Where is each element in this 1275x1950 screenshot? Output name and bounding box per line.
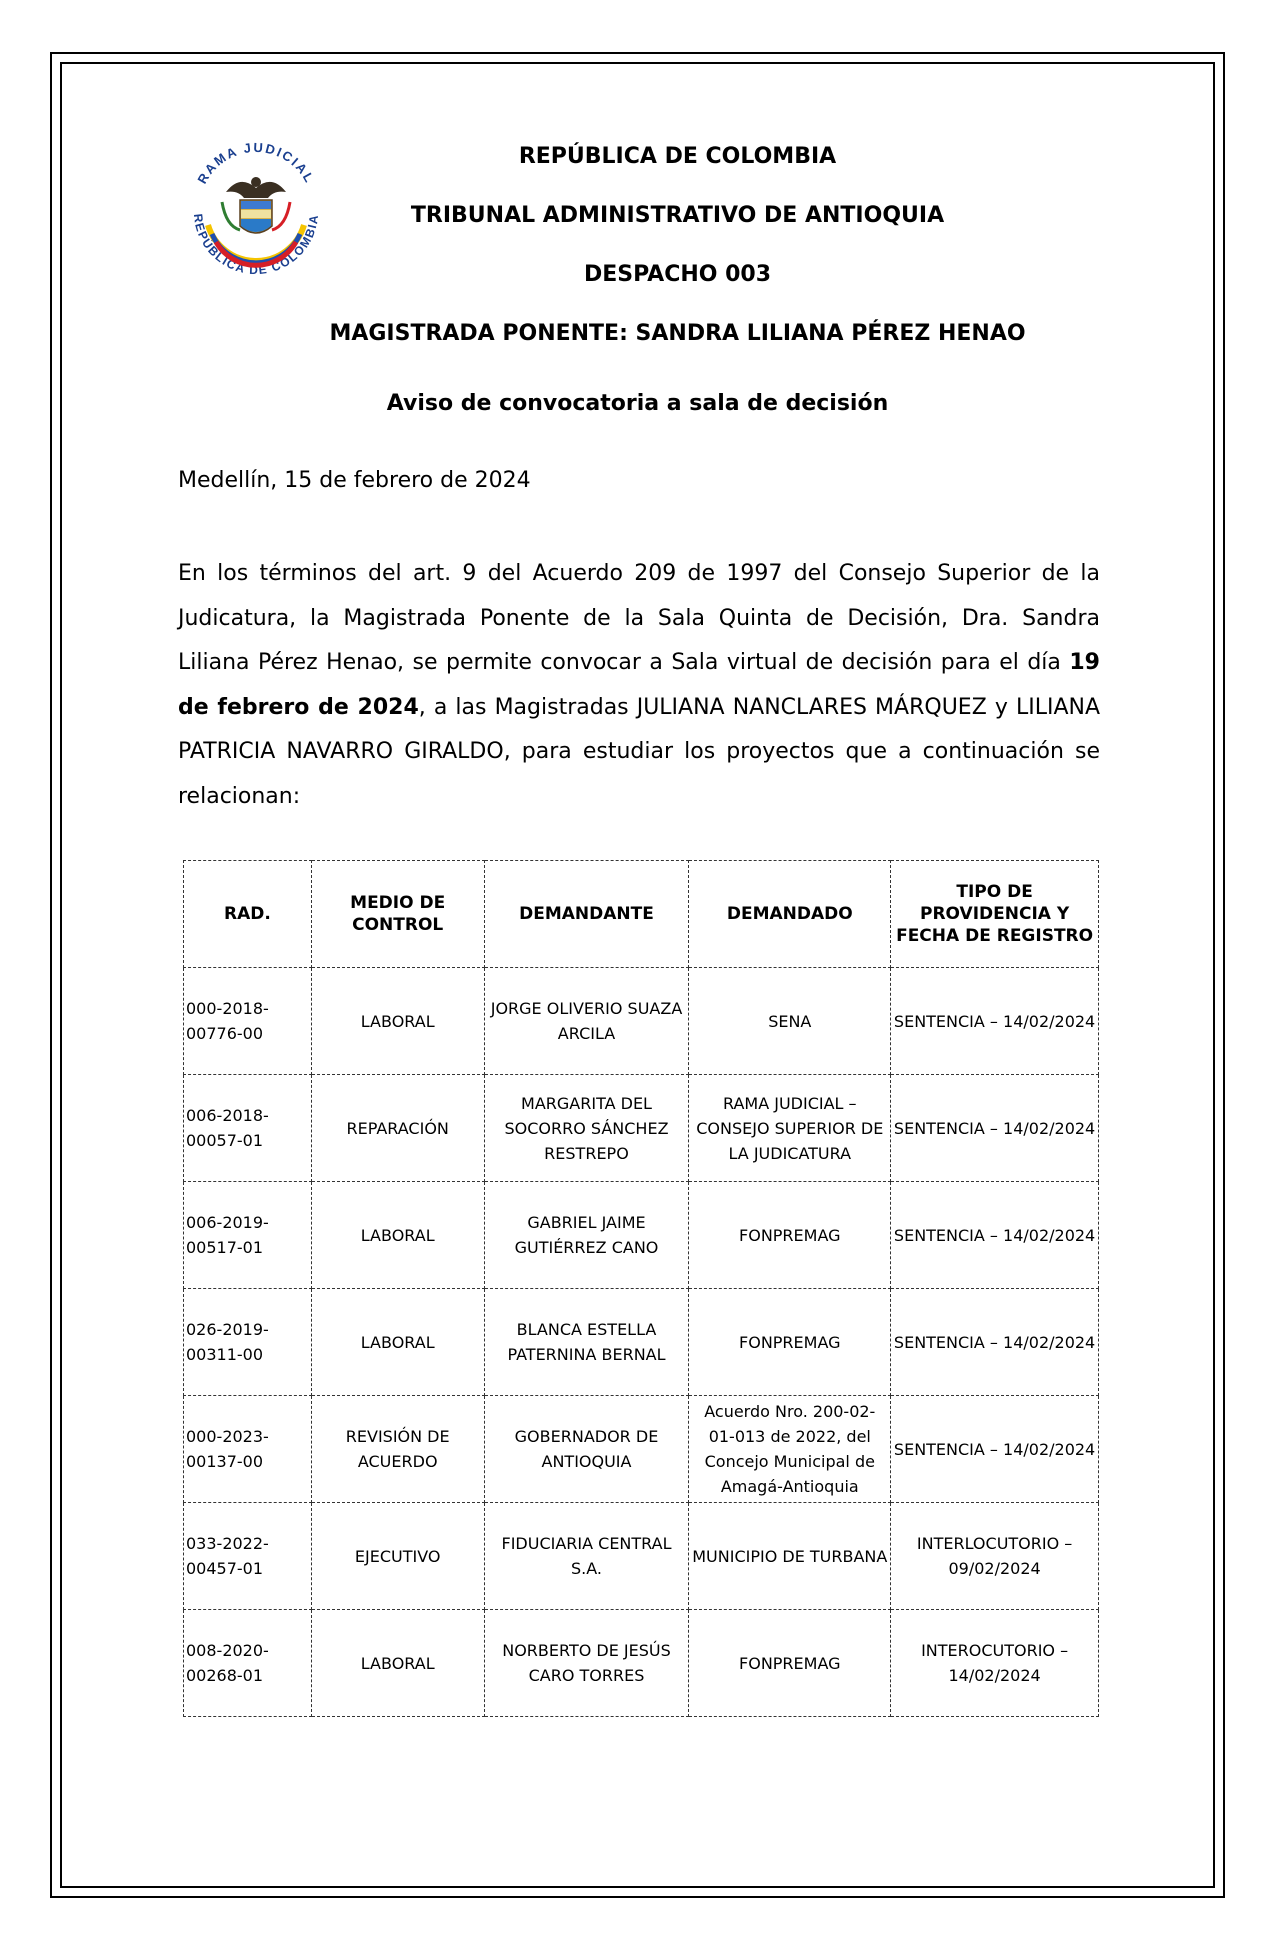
projects-table [183, 860, 1099, 1717]
cell-tipo-providencia: SENTENCIA – 14/02/2024 [891, 1182, 1099, 1289]
header-rad: RAD. [184, 861, 312, 968]
cell-demandado: FONPREMAG [689, 1289, 891, 1396]
body-paragraph [178, 552, 1100, 819]
cell-rad: 000-2018-00776-00 [184, 968, 312, 1075]
header-magistrate: MAGISTRADA PONENTE: SANDRA LILIANA PÉREZ HENAO [329, 321, 1026, 346]
cell-medio-control: REPARACIÓN [311, 1075, 484, 1182]
table-row [184, 968, 1099, 1075]
document-subtitle [0, 391, 1275, 416]
cell-tipo-providencia: SENTENCIA – 14/02/2024 [891, 1396, 1099, 1503]
cell-medio-control: LABORAL [311, 1289, 484, 1396]
table-row [184, 1503, 1099, 1610]
cell-medio-control: REVISIÓN DE ACUERDO [311, 1396, 484, 1503]
cell-medio-control: LABORAL [311, 1610, 484, 1717]
cell-demandante: MARGARITA DEL SOCORRO SÁNCHEZ RESTREPO [484, 1075, 689, 1182]
cell-tipo-providencia: INTEROCUTORIO – 14/02/2024 [891, 1610, 1099, 1717]
table-row [184, 1396, 1099, 1503]
cell-medio-control: EJECUTIVO [311, 1503, 484, 1610]
header-demandado: DEMANDADO [689, 861, 891, 968]
date-line: Medellín, 15 de febrero de 2024 [178, 468, 531, 493]
cell-demandante: FIDUCIARIA CENTRAL S.A. [484, 1503, 689, 1610]
cell-demandado: MUNICIPIO DE TURBANA [689, 1503, 891, 1610]
cell-demandado: FONPREMAG [689, 1610, 891, 1717]
paragraph-part-1: En los términos del art. 9 del Acuerdo 209 de 1997 del Consejo Superior de la Judicatura, la Magistrada Ponente de la Sala Quinta de Decisión, Dra. Sandra Liliana Pérez Henao, se permite convocar a Sala virtual de decisión para el día [178, 561, 1100, 675]
table-row [184, 1610, 1099, 1717]
subtitle-text: Aviso de convocatoria a sala de decisión [386, 391, 889, 416]
session-date: 19 de febrero de 2024 [178, 650, 1100, 720]
svg-text:RAMA JUDICIAL: RAMA JUDICIAL [194, 139, 318, 187]
cell-medio-control: LABORAL [311, 968, 484, 1075]
table-row [184, 1182, 1099, 1289]
cell-rad: 026-2019-00311-00 [184, 1289, 312, 1396]
cell-tipo-providencia: INTERLOCUTORIO – 09/02/2024 [891, 1503, 1099, 1610]
table-row [184, 1075, 1099, 1182]
header-tribunal: TRIBUNAL ADMINISTRATIVO DE ANTIOQUIA [410, 203, 945, 228]
table-header-row [184, 861, 1099, 968]
cell-demandante: GOBERNADOR DE ANTIOQUIA [484, 1396, 689, 1503]
cell-demandado: FONPREMAG [689, 1182, 891, 1289]
cell-medio-control: LABORAL [311, 1182, 484, 1289]
header-country: REPÚBLICA DE COLOMBIA [518, 144, 837, 169]
cell-rad: 006-2019-00517-01 [184, 1182, 312, 1289]
cell-tipo-providencia: SENTENCIA – 14/02/2024 [891, 1289, 1099, 1396]
cell-tipo-providencia: SENTENCIA – 14/02/2024 [891, 1075, 1099, 1182]
svg-text:REPÚBLICA DE COLOMBIA: REPÚBLICA DE COLOMBIA [190, 212, 322, 278]
cell-tipo-providencia: SENTENCIA – 14/02/2024 [891, 968, 1099, 1075]
cell-demandado: Acuerdo Nro. 200-02-01-013 de 2022, del Concejo Municipal de Amagá-Antioquia [689, 1396, 891, 1503]
cell-demandante: NORBERTO DE JESÚS CARO TORRES [484, 1610, 689, 1717]
header-tipo-providencia: TIPO DE PROVIDENCIA Y FECHA DE REGISTRO [891, 861, 1099, 968]
cell-rad: 033-2022-00457-01 [184, 1503, 312, 1610]
cell-demandado: RAMA JUDICIAL – CONSEJO SUPERIOR DE LA JUDICATURA [689, 1075, 891, 1182]
cell-rad: 006-2018-00057-01 [184, 1075, 312, 1182]
cell-rad: 008-2020-00268-01 [184, 1610, 312, 1717]
cell-demandante: JORGE OLIVERIO SUAZA ARCILA [484, 968, 689, 1075]
cell-demandante: BLANCA ESTELLA PATERNINA BERNAL [484, 1289, 689, 1396]
header-demandante: DEMANDANTE [484, 861, 689, 968]
cell-demandado: SENA [689, 968, 891, 1075]
paragraph-part-2: , a las Magistradas JULIANA NANCLARES MÁRQUEZ y LILIANA PATRICIA NAVARRO GIRALDO, para estudiar los proyectos que a continuación se relacionan: [178, 694, 1100, 809]
table-row [184, 1289, 1099, 1396]
header-office: DESPACHO 003 [583, 262, 772, 287]
header-medio-control: MEDIO DE CONTROL [311, 861, 484, 968]
cell-demandante: GABRIEL JAIME GUTIÉRREZ CANO [484, 1182, 689, 1289]
cell-rad: 000-2023-00137-00 [184, 1396, 312, 1503]
